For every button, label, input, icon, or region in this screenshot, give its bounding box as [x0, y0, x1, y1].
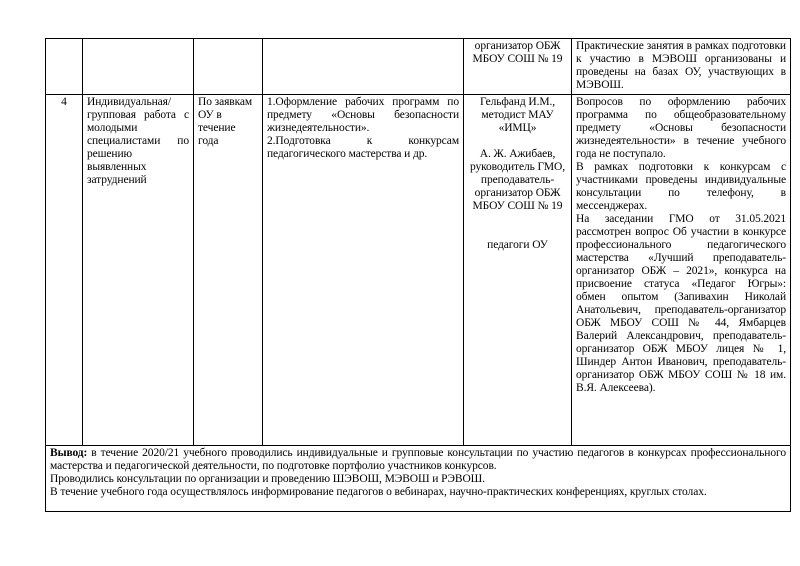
- cell-number-empty: [46, 39, 83, 95]
- cell-direction-empty: [83, 39, 194, 95]
- table-row-conclusion: [46, 446, 791, 512]
- cell-content: [263, 95, 464, 446]
- cell-result: [572, 95, 791, 446]
- responsible-item-1: Гельфанд И.М., методист МАУ «ИМЦ»: [479, 96, 556, 134]
- content-item-2: 2.Подготовка к конкурсам педагогического мастерства и др.: [267, 135, 459, 160]
- conclusion-line-2: Проводились консультации по организации и проведению ШЭВОШ, МЭВОШ и РЭВОШ.: [50, 473, 485, 485]
- responsible-item-2: А. Ж. Ажибаев, руководитель ГМО, преподаватель-организатор ОБЖ МБОУ СОШ № 19: [469, 148, 566, 212]
- result-item-3: На заседании ГМО от 31.05.2021 рассмотрен вопрос Об участии в конкурсе профессионального педагогического мастерства «Лучший преподаватель-организатор ОБЖ – 2021», конкурса на присвоение статуса «Педагог Югры»: обмен опытом (Запивахин Николай Анатольевич, преподаватель-организатор ОБЖ МБОУ СОШ № 44, Ямбарцев Валерий Александрович, преподаватель-организатор ОБЖ МБОУ лицея № 1, Шиндер Антон Иванович, преподаватель-организатор ОБЖ МБОУ СОШ № 18 им. В.Я. Алексеева).: [576, 213, 786, 394]
- cell-timing: [194, 95, 263, 446]
- conclusion-line-1-text: в течение 2020/21 учебного проводились индивидуальные и групповые консультации по участию педагогов в конкурсах профессионального мастерства и педагогической деятельности, по подготовке портфолио участников конкурсов.: [50, 447, 786, 472]
- table-row-continuation: [46, 39, 791, 95]
- table-row-4: [46, 95, 791, 446]
- cell-direction: [83, 95, 194, 446]
- conclusion-label: Вывод:: [50, 447, 88, 459]
- result-item-2: В рамках подготовки к конкурсам с участниками проведены индивидуальные консультации по телефону, в мессенджерах.: [576, 161, 786, 212]
- responsible-continued-text: организатор ОБЖ МБОУ СОШ № 19: [472, 40, 563, 65]
- row-number-text: 4: [61, 96, 67, 108]
- direction-text: Индивидуальная/групповая работа с молодыми специалистами по решению выявленных затруднений: [87, 96, 189, 186]
- result-item-1: Вопросов по оформлению рабочих программа по общеобразовательному предмету «Основы безопасности жизнедеятельности» в течение учебного года не поступало.: [576, 96, 786, 160]
- conclusion-line-3: В течение учебного года осуществлялось информирование педагогов о вебинарах, научно-практических конференциях, круглых столах.: [50, 486, 707, 498]
- cell-conclusion: [46, 446, 791, 512]
- cell-timing-empty: [194, 39, 263, 95]
- cell-result-continued: [572, 39, 791, 95]
- conclusion-line-1: [50, 447, 786, 473]
- cell-responsible: [464, 95, 572, 446]
- result-continued-text: Практические занятия в рамках подготовки к участию в МЭВОШ организованы и проведены на базах ОУ, участвующих в МЭВОШ.: [576, 40, 786, 91]
- cell-content-empty: [263, 39, 464, 95]
- cell-responsible-continued: [464, 39, 572, 95]
- methodical-work-table: [45, 38, 791, 512]
- content-item-1: 1.Оформление рабочих программ по предмету «Основы безопасности жизнедеятельности».: [267, 96, 459, 134]
- responsible-item-3: педагоги ОУ: [487, 239, 548, 251]
- cell-row-number: [46, 95, 83, 446]
- timing-text: По заявкам ОУ в течение года: [198, 96, 253, 147]
